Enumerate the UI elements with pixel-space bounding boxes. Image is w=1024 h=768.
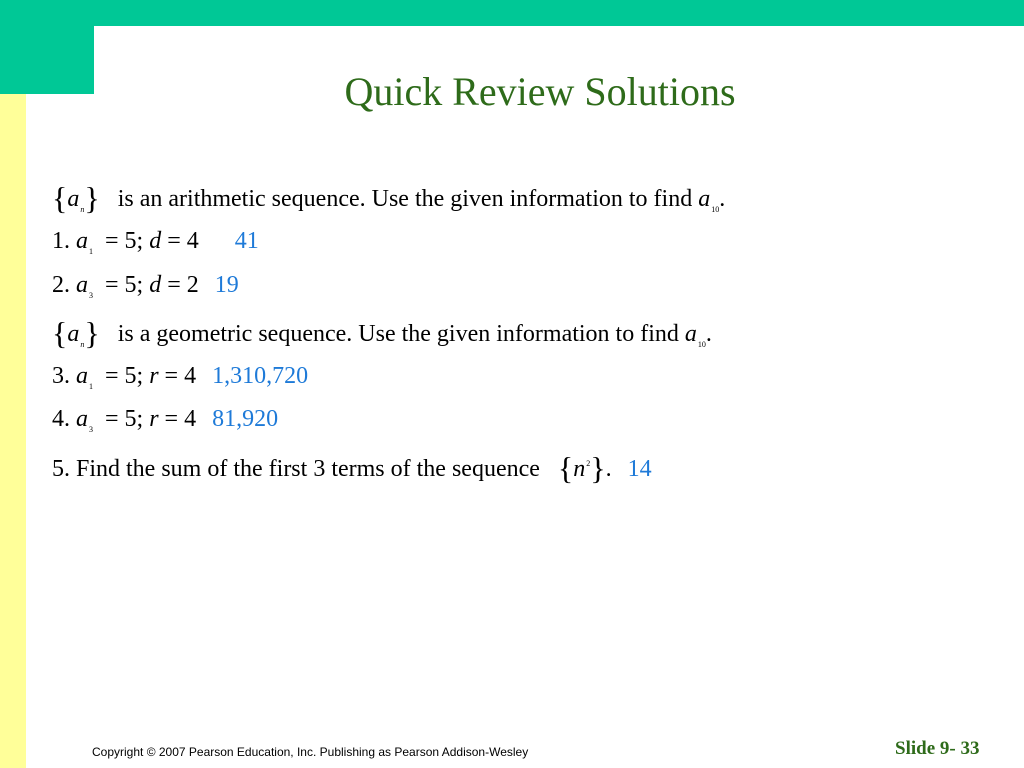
sequence-variable: a <box>67 321 80 347</box>
side-accent-bar <box>0 94 26 768</box>
problem-3 <box>52 361 308 396</box>
problem-number: 3. <box>52 363 70 389</box>
copyright-footer: Copyright © 2007 Pearson Education, Inc. Publishing as Pearson Addison-Wesley <box>92 745 529 759</box>
open-brace: { <box>52 180 68 216</box>
open-brace: { <box>52 315 68 351</box>
arithmetic-intro-text: is an arithmetic sequence. Use the given information to find <box>117 186 693 212</box>
intro-period: . <box>705 321 712 347</box>
target-subscript: 10 <box>711 205 720 214</box>
problem-equation-1: = 5; <box>105 272 144 298</box>
top-accent-bar <box>0 0 1024 26</box>
problem-variable: a <box>76 228 88 254</box>
open-brace: { <box>557 450 574 486</box>
close-brace: } <box>84 180 100 216</box>
sequence-subscript: n <box>80 340 85 349</box>
problem-equation-1: = 5; <box>105 363 144 389</box>
intro-period: . <box>719 186 726 212</box>
problem-2 <box>52 270 239 305</box>
problem-subscript: 3 <box>89 291 93 300</box>
problem-variable: a <box>76 272 88 298</box>
close-brace: } <box>84 315 100 351</box>
problem-equation-1: = 5; <box>105 228 144 254</box>
problem-answer: 41 <box>234 228 259 254</box>
target-subscript: 10 <box>697 340 706 349</box>
problem-subscript: 3 <box>89 425 93 434</box>
problem-5-text: 5. Find the sum of the first 3 terms of the sequence <box>52 456 540 482</box>
problem-variable: a <box>76 406 88 432</box>
sequence-variable: n <box>573 456 586 482</box>
geometric-intro-text: is a geometric sequence. Use the given information to find <box>117 321 679 347</box>
problem-answer: 19 <box>214 272 239 298</box>
problem-equation-2: = 2 <box>167 272 199 298</box>
problem-answer: 14 <box>627 456 652 482</box>
problem-equation-2: = 4 <box>164 363 197 389</box>
target-variable: a <box>684 321 697 347</box>
problem-answer: 81,920 <box>212 406 279 432</box>
sequence-superscript: 2 <box>586 459 591 468</box>
geometric-intro-line <box>52 315 712 354</box>
problem-number: 1. <box>52 228 70 254</box>
problem-4 <box>52 404 278 439</box>
problem-number: 2. <box>52 272 70 298</box>
problem-subscript: 1 <box>89 247 93 256</box>
problem-answer: 1,310,720 <box>212 363 309 389</box>
problem-parameter: d <box>149 228 162 254</box>
problem-variable: a <box>76 363 88 389</box>
problem-parameter: r <box>149 406 159 432</box>
problem-parameter: d <box>149 272 162 298</box>
problem-subscript: 1 <box>89 382 93 391</box>
problem-1 <box>52 226 259 261</box>
sequence-subscript: n <box>80 205 85 214</box>
arithmetic-intro-line <box>52 180 725 219</box>
problem-equation-1: = 5; <box>105 406 144 432</box>
problem-equation-2: = 4 <box>164 406 197 432</box>
target-variable: a <box>698 186 711 212</box>
slide-title: Quick Review Solutions <box>344 69 736 114</box>
corner-accent-block <box>0 0 94 94</box>
problem-5-period: . <box>605 456 612 482</box>
problem-parameter: r <box>149 363 159 389</box>
problem-number: 4. <box>52 406 70 432</box>
problem-equation-2: = 4 <box>167 228 199 254</box>
slide-number: Slide 9- 33 <box>895 738 980 759</box>
problem-5 <box>52 450 652 489</box>
close-brace: } <box>590 450 606 486</box>
sequence-variable: a <box>67 186 80 212</box>
